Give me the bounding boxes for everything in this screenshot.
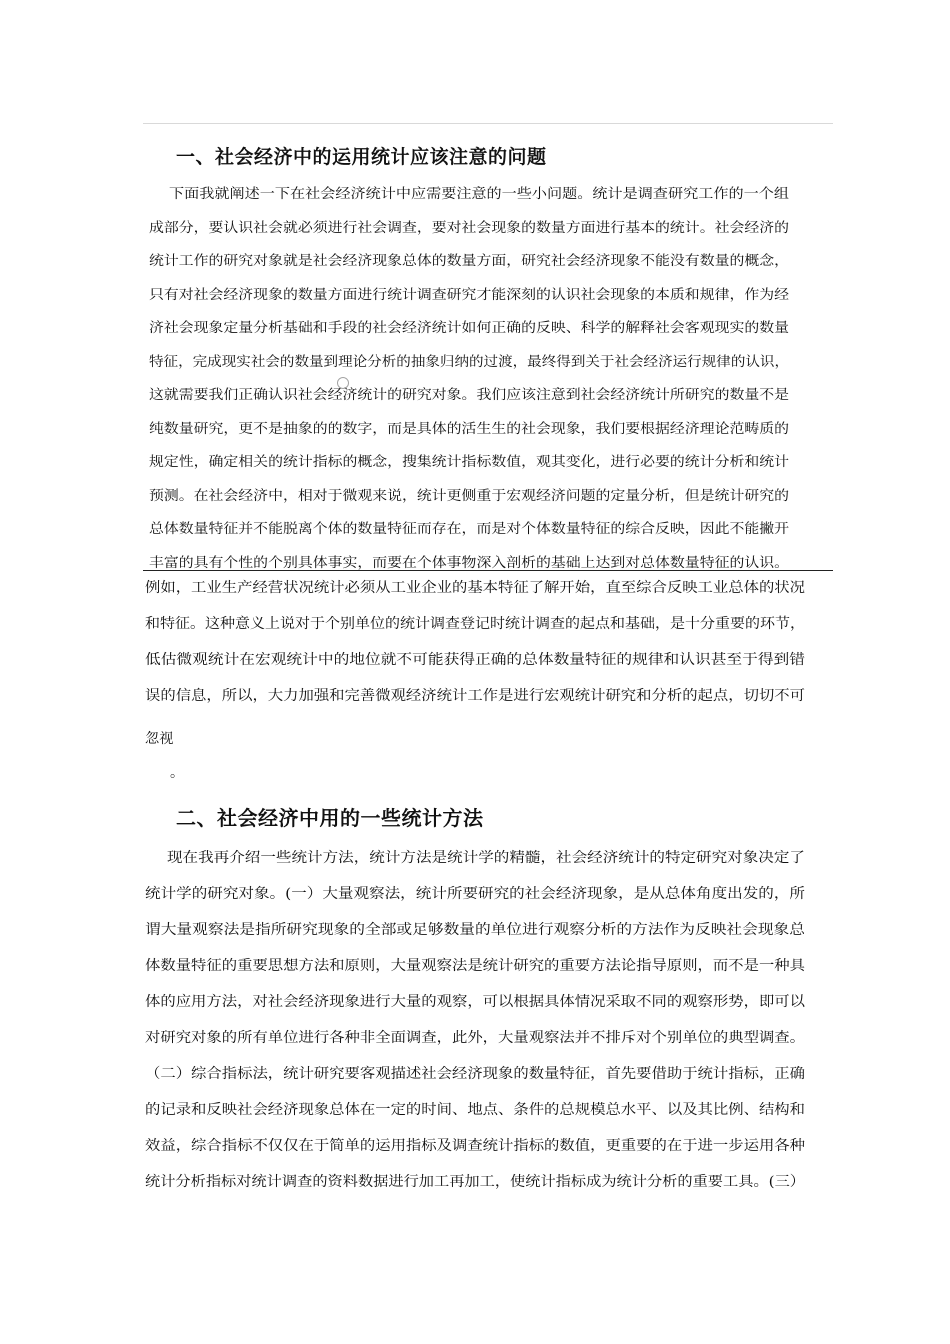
text-line: 谓大量观察法是指所研究现象的全部或足够数量的单位进行观察分析的方法作为反映社会现象总	[145, 922, 805, 938]
text-line: 济社会现象定量分析基础和手段的社会经济统计如何正确的反映、科学的解释社会客观现实的数量	[149, 321, 789, 336]
text-line: 效益，综合指标不仅仅在于简单的运用指标及调查统计指标的数值，更重要的在于进一步运用各种	[145, 1138, 806, 1154]
section-2-heading: 二、社会经济中用的一些统计方法	[176, 806, 484, 830]
text-line: 对研究对象的所有单位进行各种非全面调查，此外，大量观察法并不排斥对个别单位的典型调查。	[145, 1030, 806, 1046]
text-line: 例如，工业生产经营状况统计必须从工业企业的基本特征了解开始，直至综合反映工业总体的状况	[145, 580, 806, 596]
text-line: 下面我就阐述一下在社会经济统计中应需要注意的一些小问题。统计是调查研究工作的一个组	[169, 187, 789, 202]
text-line: 规定性，确定相关的统计指标的概念，搜集统计指标数值，观其变化，进行必要的统计分析和统计	[149, 455, 789, 470]
text-line: 统计工作的研究对象就是社会经济现象总体的数量方面，研究社会经济现象不能没有数量的概念，	[149, 254, 789, 269]
text-line: 总体数量特征并不能脱离个体的数量特征而存在，而是对个体数量特征的综合反映，因此不能撇开	[149, 522, 789, 537]
text-line: 现在我再介绍一些统计方法，统计方法是统计学的精髓，社会经济统计的特定研究对象决定了	[167, 850, 805, 866]
text-line: 低估微观统计在宏观统计中的地位就不可能获得正确的总体数量特征的规律和认识甚至于得到错	[145, 652, 805, 668]
text-line: 体数量特征的重要思想方法和原则，大量观察法是统计研究的重要方法论指导原则，而不是一种具	[145, 958, 806, 974]
text-line: 统计学的研究对象。(一）大量观察法，统计所要研究的社会经济现象，是从总体角度出发的，所	[145, 886, 805, 902]
page-split-rule	[143, 570, 833, 571]
text-line: 预测。在社会经济中，相对于微观来说，统计更侧重于宏观经济问题的定量分析，但是统计研究的	[149, 488, 789, 504]
text-line: 误的信息，所以，大力加强和完善微观经济统计工作是进行宏观统计研究和分析的起点，切切不可	[145, 688, 806, 704]
text-line: 这就需要我们正确认识社会经济统计的研究对象。我们应该注意到社会经济统计所研究的数量不是	[149, 388, 789, 403]
text-line: 忽视	[145, 731, 174, 747]
section-1-heading: 一、社会经济中的运用统计应该注意的问题	[176, 146, 547, 168]
header-rule	[143, 123, 833, 124]
text-line: 体的应用方法，对社会经济现象进行大量的观察，可以根据具体情况采取不同的观察形势，即可以	[145, 994, 806, 1010]
text-line: 特征，完成现实社会的数量到理论分析的抽象归纳的过渡，最终得到关于社会经济运行规律的认识，	[149, 354, 789, 370]
text-line: 成部分，要认识社会就必须进行社会调查，要对社会现象的数量方面进行基本的统计。社会经济的	[149, 220, 789, 236]
text-line: 和特征。这种意义上说对于个别单位的统计调查登记时统计调查的起点和基础，是十分重要的环节，	[145, 616, 805, 632]
text-line: 丰富的具有个性的个别具体事实，而要在个体事物深入剖析的基础上达到对总体数量特征的认识。	[149, 555, 789, 571]
trailing-period: 。	[170, 765, 184, 781]
text-line: 的记录和反映社会经济现象总体在一定的时间、地点、条件的总规模总水平、以及其比例、结构和	[145, 1102, 806, 1118]
text-line: 纯数量研究，更不是抽象的的数字，而是具体的活生生的社会现象，我们要根据经济理论范畴质的	[149, 421, 789, 437]
text-line: 只有对社会经济现象的数量方面进行统计调查研究才能深刻的认识社会现象的本质和规律，作为经	[149, 287, 789, 303]
ink-smudge-mark	[337, 377, 349, 389]
text-line: （二）综合指标法，统计研究要客观描述社会经济现象的数量特征，首先要借助于统计指标，正确	[145, 1066, 806, 1082]
text-line: 统计分析指标对统计调查的资料数据进行加工再加工，使统计指标成为统计分析的重要工具。(三）	[145, 1174, 805, 1190]
